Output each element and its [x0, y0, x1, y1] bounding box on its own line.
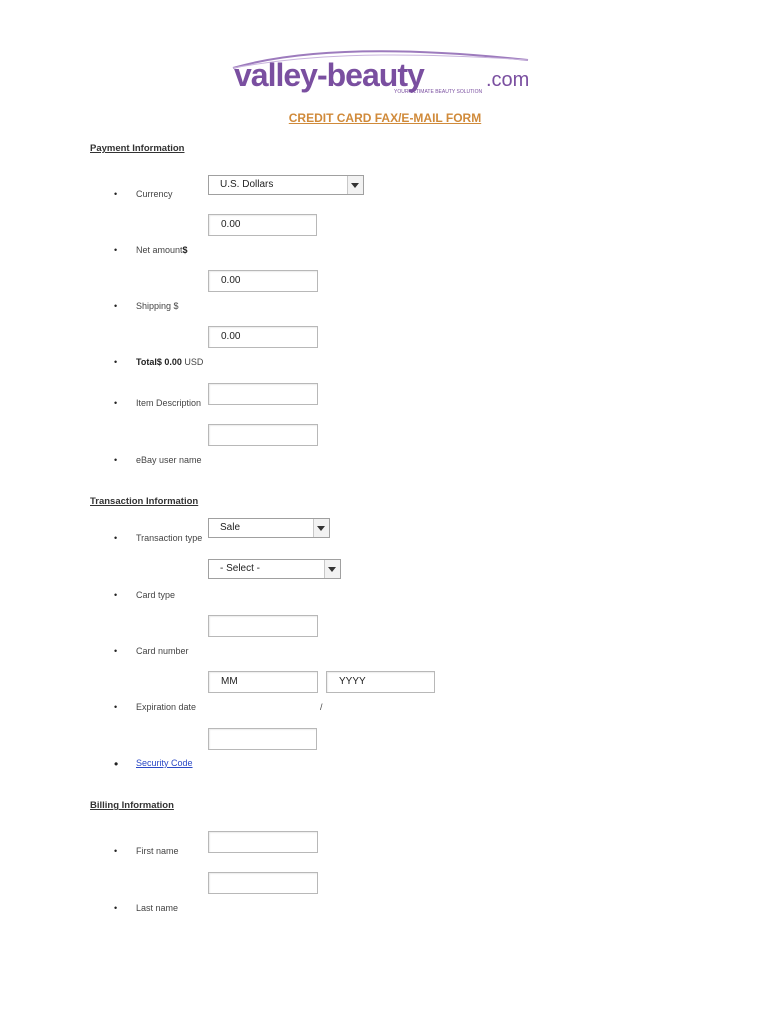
- security-code-input[interactable]: [208, 728, 317, 750]
- transaction-type-select[interactable]: [208, 518, 330, 538]
- first-name-label: First name: [136, 846, 179, 856]
- payment-section-heading: Payment Information: [90, 143, 185, 154]
- total-input[interactable]: 0.00: [208, 326, 318, 348]
- last-name-label: Last name: [136, 903, 179, 913]
- bullet: •: [114, 357, 118, 367]
- bullet: •: [114, 245, 118, 255]
- last-name-input[interactable]: [208, 872, 318, 894]
- logo-text: valley-beauty: [234, 57, 424, 93]
- expiration-month-input[interactable]: MM: [208, 671, 318, 693]
- bullet: •: [114, 301, 118, 311]
- net-amount-input[interactable]: 0.00: [208, 214, 317, 236]
- chevron-down-icon: [324, 560, 340, 578]
- billing-section-heading: Billing Information: [90, 800, 174, 811]
- bullet: •: [114, 903, 118, 913]
- card-number-input[interactable]: [208, 615, 318, 637]
- transaction-type-label: Transaction type: [136, 533, 203, 543]
- bullet: •: [114, 533, 118, 543]
- currency-select-value: U.S. Dollars: [220, 179, 274, 190]
- total-currency: USD: [184, 357, 204, 367]
- chevron-down-icon: [313, 519, 329, 537]
- total-amount: $ 0.00: [156, 357, 182, 367]
- card-type-select[interactable]: [208, 559, 341, 579]
- currency-select[interactable]: [208, 175, 364, 195]
- chevron-down-icon: [347, 176, 363, 194]
- net-amount-label: Net amount$: [136, 245, 188, 255]
- currency-label: Currency: [136, 189, 173, 199]
- ebay-username-input[interactable]: [208, 424, 318, 446]
- card-type-value: - Select -: [220, 563, 261, 574]
- item-description-label: Item Description: [136, 398, 202, 408]
- bullet: •: [114, 398, 118, 408]
- security-code-link[interactable]: Security Code: [136, 758, 193, 768]
- logo-tagline: YOUR ULTIMATE BEAUTY SOLUTION: [394, 89, 483, 95]
- bullet: •: [114, 757, 119, 771]
- bullet: •: [114, 189, 118, 199]
- card-number-label: Card number: [136, 646, 189, 656]
- shipping-label: Shipping $: [136, 301, 179, 311]
- bullet: •: [114, 646, 118, 656]
- bullet: •: [114, 846, 118, 856]
- logo-domain: .com: [486, 69, 530, 91]
- ebay-username-label: eBay user name: [136, 455, 202, 465]
- expiration-date-label: Expiration date: [136, 702, 197, 712]
- transaction-type-value: Sale: [220, 522, 241, 533]
- first-name-input[interactable]: [208, 831, 318, 853]
- transaction-section-heading: Transaction Information: [90, 496, 199, 507]
- bullet: •: [114, 455, 118, 465]
- expiration-separator: /: [320, 702, 323, 712]
- bullet: •: [114, 590, 118, 600]
- expiration-year-input[interactable]: YYYY: [326, 671, 435, 693]
- shipping-input[interactable]: 0.00: [208, 270, 318, 292]
- total-label: Total$ 0.00 USD: [136, 357, 204, 367]
- item-description-input[interactable]: [208, 383, 318, 405]
- form-title: CREDIT CARD FAX/E-MAIL FORM: [288, 111, 482, 125]
- card-type-label: Card type: [136, 590, 176, 600]
- valley-beauty-logo: [228, 46, 543, 98]
- bullet: •: [114, 702, 118, 712]
